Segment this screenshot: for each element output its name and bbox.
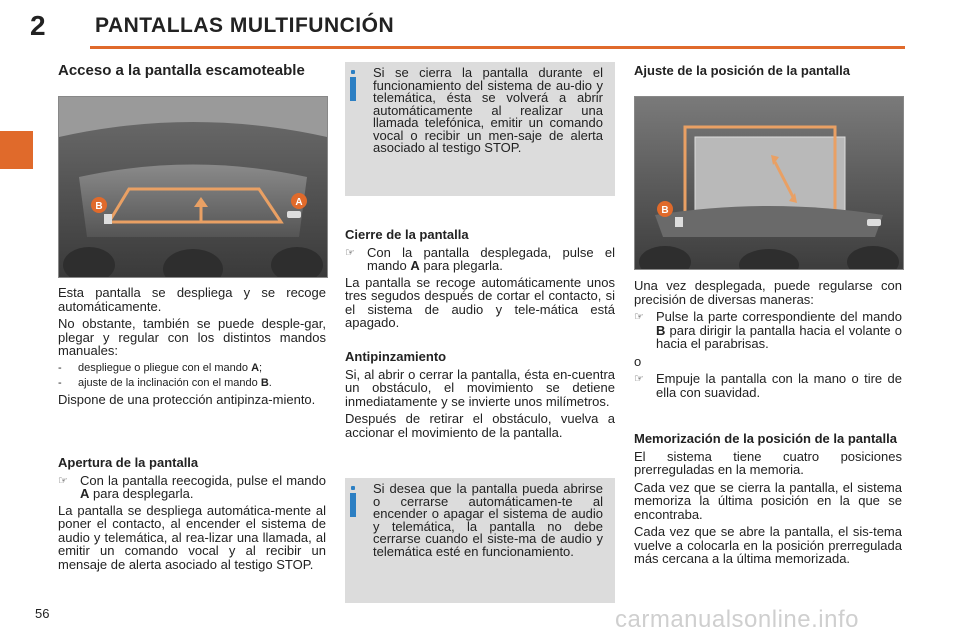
- dash-item-b: [58, 377, 326, 391]
- or-text: o: [634, 353, 642, 369]
- control-key-b: B: [260, 377, 269, 389]
- closing-para: La pantalla se recoge automáticamente unos tres segudos después de cortar el contacto, si el sistema de audio y tele-mática está apagado.: [345, 274, 615, 330]
- chapter-number: 2: [30, 10, 46, 41]
- dash-text: despliegue o pliegue con el mando: [78, 361, 252, 374]
- dashboard-photo-closed: [58, 96, 328, 278]
- section-title-adjust: Ajuste de la posición de la pantalla: [634, 63, 850, 78]
- section-title-access: Acceso a la pantalla escamoteable: [58, 62, 305, 79]
- dash-text: ajuste de la inclinación con el mando: [78, 377, 261, 389]
- info-box-1: [345, 62, 615, 196]
- info-box-2: [345, 478, 615, 603]
- page-number: 56: [35, 606, 50, 621]
- control-key-a: A: [80, 486, 90, 501]
- dashboard-photo-open: [634, 96, 904, 270]
- pointing-hand-icon: ☞: [345, 246, 355, 259]
- opening-para: La pantalla se despliega automática-mente al poner el contacto, al encender el sistema de audio y telemática, al rea-lizar una llamada, al emitir un comando vocal y al recibir un mensaje de alerta asociado al testigo STOP.: [58, 502, 326, 572]
- dash-symbol: -: [58, 377, 62, 389]
- bullet-text: Empuje la pantalla con la mano o tire de ella con suavidad.: [656, 371, 902, 400]
- adjust-bullet-1: [634, 310, 902, 351]
- photo-label-b: B: [95, 201, 103, 212]
- bullet-text: para desplegarla.: [89, 486, 194, 501]
- opening-heading: Apertura de la pantalla: [58, 455, 199, 470]
- adjust-para: Una vez desplegada, puede regularse con precisión de diversas maneras:: [634, 278, 902, 307]
- bullet-text: para dirigir la pantalla hacia el volante o hacia el parabrisas.: [656, 322, 902, 351]
- memory-heading: Memorización de la posición de la pantalla: [634, 431, 897, 446]
- bullet-text: para plegarla.: [419, 258, 503, 273]
- adjust-section: [634, 279, 902, 402]
- opening-section: [58, 456, 326, 575]
- photo-label-b: B: [661, 205, 669, 216]
- memory-para-1: El sistema tiene cuatro posiciones prerreguladas en la memoria.: [634, 448, 902, 477]
- antipinch-para-1: Si, al abrir o cerrar la pantalla, ésta en-cuentra un obstáculo, el movimiento se detiene inmediatamente y se invierte unos milímetros.: [345, 366, 615, 409]
- antipinch-heading: Antipinzamiento: [345, 349, 447, 364]
- right-title-block: [634, 64, 902, 82]
- pointing-hand-icon: ☞: [634, 311, 644, 323]
- memory-para-3: Cada vez que se abre la pantalla, el sis-tema vuelve a colocarla en la posición prerregulada más cercana a la última memorizada.: [634, 524, 902, 566]
- control-key-a: A: [410, 258, 420, 273]
- chapter-title: PANTALLAS MULTIFUNCIÓN: [95, 14, 395, 37]
- bullet-text: Pulse la parte correspondiente del mando: [656, 309, 902, 324]
- antipinch-section: [345, 350, 615, 443]
- pointing-hand-icon: ☞: [634, 373, 644, 385]
- screen-adjust-illustration: [635, 97, 903, 269]
- memory-para-2: Cada vez que se cierra la pantalla, el sistema memoriza la última posición en la que se encontraba.: [634, 479, 902, 522]
- left-para-1: Esta pantalla se despliega y se recoge automáticamente.: [58, 285, 326, 314]
- watermark: carmanualsonline.info: [615, 606, 859, 633]
- info-box-2-text: Si desea que la pantalla pueda abrirse o cerrarse automáticamen-te al encender o apagar el sistema de audio y telemática, la pantalla no debe cerrarse cuando el siste-ma de audio y telemática esté en funcionamiento.: [373, 481, 603, 559]
- control-key-b: B: [656, 322, 666, 338]
- closing-heading: Cierre de la pantalla: [345, 227, 469, 242]
- left-para-3: Dispone de una protección antipinza-miento.: [58, 391, 316, 407]
- antipinch-para-2: Después de retirar el obstáculo, vuelva a accionar el movimiento de la pantalla.: [345, 411, 615, 440]
- dash-symbol: -: [58, 361, 62, 374]
- photo-label-a: A: [295, 197, 303, 208]
- closing-section: [345, 228, 615, 334]
- info-box-1-text: Si se cierra la pantalla durante el funcionamiento del sistema de au-dio y telemática, ésta se volverá a abrir automáticamente al realizar una llamada telefónica, emitir un comando vocal o recibir un men-saje de alerta asociado al testigo STOP.: [373, 65, 603, 155]
- dash-end: ;: [259, 361, 263, 374]
- left-column: [58, 64, 326, 78]
- memory-section: [634, 432, 902, 570]
- opening-bullet: [58, 474, 326, 501]
- dash-end: .: [268, 377, 272, 389]
- info-icon: [349, 486, 367, 517]
- dash-item-a: [58, 362, 326, 376]
- header-rule: [90, 46, 905, 49]
- left-para-2: No obstante, también se puede desple-gar, plegar y regular con los distintos mandos manuales:: [58, 316, 326, 358]
- bullet-text: Con la pantalla reecogida, pulse el mando: [80, 472, 326, 488]
- left-body: [58, 286, 326, 410]
- dashboard-illustration: [59, 97, 327, 277]
- chapter-side-tab: [0, 131, 33, 169]
- control-key-a: A: [251, 361, 260, 374]
- bullet-text: Con la pantalla desplegada, pulse el mando: [367, 244, 615, 273]
- info-icon: [349, 70, 367, 101]
- adjust-bullet-2: [634, 372, 902, 399]
- closing-bullet: [345, 246, 615, 273]
- pointing-hand-icon: ☞: [58, 474, 68, 487]
